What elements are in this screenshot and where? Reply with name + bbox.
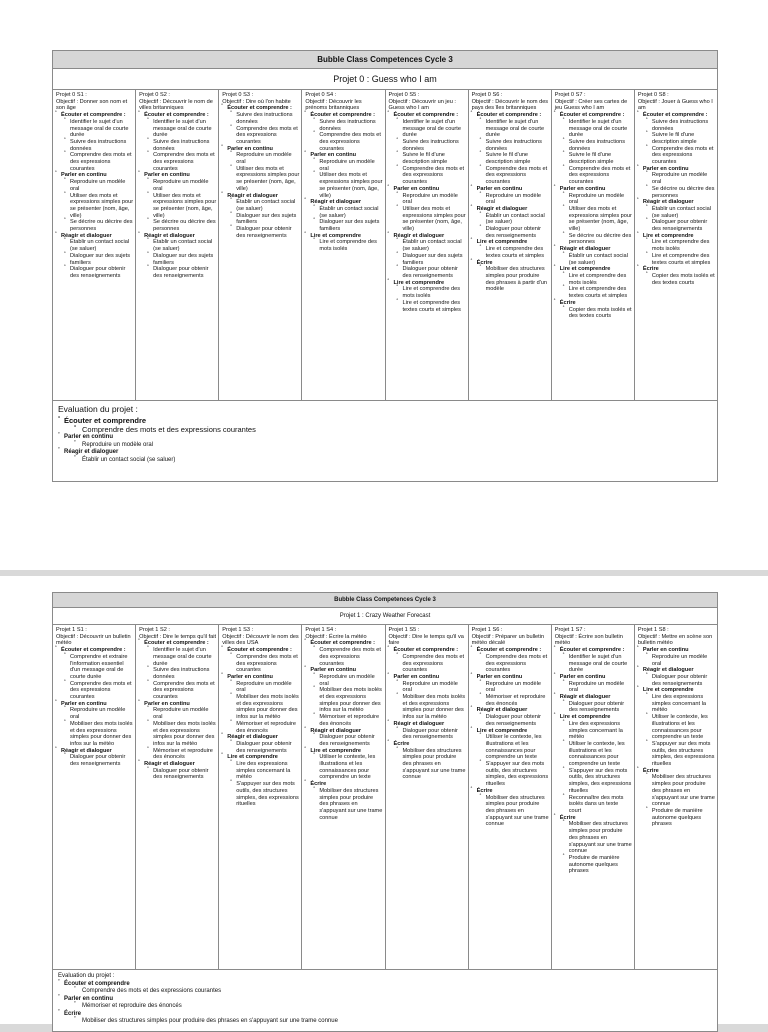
evaluation-item: ˚ Reproduire un modèle oral (58, 442, 712, 450)
evaluation-item: ˚ Mémoriser et reproduire des énoncés (58, 1003, 712, 1011)
session-objective: Projet 0 S3 : Objectif : Dire où l'on habite (222, 92, 291, 105)
competence-item: ˚ Lire des expressions simples concernant la météo (638, 694, 715, 714)
competence-item: ˚ Dialoguer sur des sujets familiers (222, 213, 299, 226)
competence-item: ˚ Suivre des instructions données (638, 119, 715, 132)
evaluation-competence: ˚ Réagir et dialoguer (58, 449, 712, 457)
competence-item: ˚ Identifier le sujet d'un message oral de courte durée (472, 119, 549, 139)
competence-item: ˚ S'appuyer sur des mots outils, des structures simples, des expressions rituelles (472, 761, 549, 788)
competence-item: ˚ Utiliser des mots et expressions simples pour se présenter (nom, âge, ville) (555, 206, 632, 233)
competence-item: ˚ Dialoguer pour obtenir des renseignements (389, 728, 466, 741)
competence-heading: ˚ Parler en continu (56, 172, 133, 179)
competence-item: ˚ Reproduire un modèle oral (555, 193, 632, 206)
competence-item: ˚ Suivre des instructions données (389, 139, 466, 152)
competence-item: ˚ Suivre des instructions données (555, 139, 632, 152)
competence-item: ˚ Identifier le sujet d'un message oral de courte durée (555, 654, 632, 674)
competence-heading: ˚ Parler en continu (139, 172, 216, 179)
competence-heading: ˚ Écouter et comprendre : (638, 112, 715, 119)
table-title: Bubble Class Competences Cycle 3 (53, 593, 717, 608)
competence-heading: ˚ Écrire (389, 741, 466, 748)
session-objective: Projet 1 S8 : Objectif : Mettre en scène son bulletin météo (637, 627, 713, 647)
competence-item: ˚ Dialoguer pour obtenir des renseignements (472, 714, 549, 727)
competence-heading: ˚ Parler en continu (638, 166, 715, 173)
competence-item: ˚ Se décrire ou décrire des personnes (638, 186, 715, 199)
competence-heading: ˚ Écrire (638, 768, 715, 775)
competence-item: ˚ Lire et comprendre des textes courts et simples (472, 246, 549, 259)
competence-item: ˚ Se décrire ou décrire des personnes (555, 233, 632, 246)
competence-item: ˚ Suivre des instructions données (472, 139, 549, 152)
competence-item: ˚ Dialoguer pour obtenir des renseignements (638, 219, 715, 232)
competence-heading: ˚ Lire et comprendre (472, 728, 549, 735)
session-objective: Projet 1 S4 : Objectif : Écrire la météo (305, 627, 367, 640)
competence-heading: ˚ Parler en continu (555, 186, 632, 193)
competence-item: ˚ Établir un contact social (se saluer) (222, 199, 299, 212)
session-objective: Projet 1 S5 : Objectif : Dire le temps qu'il va faire (388, 627, 464, 647)
session-column (386, 90, 469, 400)
competence-heading: ˚ Réagir et dialoguer (389, 721, 466, 728)
competence-heading: ˚ Parler en continu (305, 152, 382, 159)
competence-item: ˚ Comprendre des mots et des expressions courantes (305, 647, 382, 667)
competence-item: ˚ Comprendre et extraire l'information essentiel d'un message oral de courte durée (56, 654, 133, 681)
competence-item: ˚ Lire des expressions simples concernant la météo (222, 761, 299, 781)
evaluation-competence: ˚ Écouter et comprendre (58, 981, 712, 989)
competence-heading: ˚ Réagir et dialoguer (56, 233, 133, 240)
competence-item: ˚ Comprendre des mots et des expressions courantes (56, 681, 133, 701)
competence-item: ˚ Comprendre des mots et des expressions courantes (389, 654, 466, 674)
competence-item: ˚ Reproduire un modèle oral (472, 193, 549, 206)
competence-item: ˚ Établir un contact social (se saluer) (638, 206, 715, 219)
competence-heading: ˚ Parler en continu (638, 647, 715, 654)
competence-heading: ˚ Lire et comprendre (555, 714, 632, 721)
competence-heading: ˚ Écouter et comprendre : (305, 640, 382, 647)
competence-item: ˚ Établir un contact social (se saluer) (555, 253, 632, 266)
competence-heading: ˚ Réagir et dialoguer (555, 246, 632, 253)
competence-heading: ˚ Parler en continu (555, 674, 632, 681)
competence-item: ˚ Comprendre des mots et des expressions courantes (638, 146, 715, 166)
competence-heading: ˚ Réagir et dialoguer (222, 734, 299, 741)
competence-item: ˚ Dialoguer pour obtenir des renseignements (638, 674, 715, 687)
competence-item: ˚ Lire et comprendre des textes courts et simples (389, 300, 466, 313)
competence-item: ˚ Suivre des instructions données (56, 139, 133, 152)
competence-heading: ˚ Lire et comprendre (389, 280, 466, 287)
competences-table (52, 50, 718, 482)
competence-heading: ˚ Lire et comprendre (305, 233, 382, 240)
competence-item: ˚ Identifier le sujet d'un message oral de courte durée (139, 647, 216, 667)
competence-heading: ˚ Écouter et comprendre : (56, 647, 133, 654)
competence-item: ˚ Mobiliser des structures simples pour produire des phrases en s'appuyant sur une trame connue (555, 821, 632, 855)
competence-item: ˚ Dialoguer sur des sujets familiers (139, 253, 216, 266)
competence-item: ˚ Dialoguer pour obtenir des renseignements (222, 741, 299, 754)
competence-heading: ˚ Réagir et dialoguer (139, 233, 216, 240)
competence-heading: ˚ Écouter et comprendre : (139, 112, 216, 119)
competence-heading: ˚ Réagir et dialoguer (555, 694, 632, 701)
competence-item: ˚ Reproduire un modèle oral (638, 172, 715, 185)
competence-item: ˚ Reproduire un modèle oral (139, 179, 216, 192)
competence-heading: ˚ Écouter et comprendre : (555, 647, 632, 654)
competence-item: ˚ Lire et comprendre des mots isolés (555, 273, 632, 286)
session-objective: Projet 1 S2 : Objectif : Dire le temps qu'il fait (139, 627, 217, 640)
competence-item: ˚ Dialoguer sur des sujets familiers (389, 253, 466, 266)
competence-heading: ˚ Lire et comprendre (472, 239, 549, 246)
competence-heading: ˚ Écouter et comprendre : (472, 647, 549, 654)
evaluation-heading: Evaluation du projet : (58, 404, 138, 414)
competence-item: ˚ Comprendre des mots et des expressions courantes (139, 681, 216, 701)
competence-item: ˚ Établir un contact social (se saluer) (472, 213, 549, 226)
competence-item: ˚ Reproduire un modèle oral (56, 707, 133, 720)
session-column (386, 625, 469, 969)
competence-item: ˚ Copier des mots isolés et des textes courts (555, 307, 632, 320)
competence-item: ˚ Suivre le fil d'une description simple (389, 152, 466, 165)
session-column (552, 90, 635, 400)
competence-item: ˚ Mémoriser et reproduire des énoncés (472, 694, 549, 707)
project-title: Projet 1 : Crazy Weather Forecast (53, 608, 717, 625)
session-objective: Projet 1 S1 : Objectif : Découvrir un bulletin météo (56, 627, 131, 647)
competence-item: ˚ Dialoguer pour obtenir des renseignements (139, 768, 216, 781)
competence-item: ˚ Lire et comprendre des mots isolés (638, 239, 715, 252)
competence-item: ˚ Dialoguer pour obtenir des renseignements (555, 701, 632, 714)
session-columns (53, 90, 717, 401)
competence-item: ˚ Reproduire un modèle oral (56, 179, 133, 192)
competence-item: ˚ Reproduire un modèle oral (222, 681, 299, 694)
session-column (53, 90, 136, 400)
competence-item: ˚ Lire et comprendre des textes courts et simples (555, 286, 632, 299)
competence-item: ˚ Lire et comprendre des textes courts et simples (638, 253, 715, 266)
competence-item: ˚ Utiliser le contexte, les illustrations et les connaissances pour comprendre un texte (555, 741, 632, 768)
competence-item: ˚ Comprendre des mots et des expressions courantes (305, 132, 382, 152)
competence-heading: ˚ Réagir et dialoguer (305, 199, 382, 206)
session-objective: Projet 1 S7 : Objectif : Écrire son bulletin météo (554, 627, 623, 647)
competence-item: ˚ Mobiliser des structures simples pour produire des phrases en s'appuyant sur une trame connue (472, 795, 549, 829)
competence-item: ˚ Dialoguer sur des sujets familiers (56, 253, 133, 266)
session-objective: Projet 0 S1 : Objectif : Donner son nom et son âge (56, 92, 128, 112)
competence-heading: ˚ Écouter et comprendre : (389, 647, 466, 654)
competence-item: ˚ Mobiliser des mots isolés et des expressions simples pour donner des infos sur la météo (139, 721, 216, 748)
competence-item: ˚ Comprendre des mots et des expressions courantes (139, 152, 216, 172)
competence-heading: ˚ Écrire (472, 788, 549, 795)
competence-item: ˚ Reproduire un modèle oral (472, 681, 549, 694)
competence-item: ˚ Reproduire un modèle oral (305, 674, 382, 687)
competence-heading: ˚ Réagir et dialoguer (472, 206, 549, 213)
competence-item: ˚ Reproduire un modèle oral (305, 159, 382, 172)
competence-item: ˚ Identifier le sujet d'un message oral de courte durée (555, 119, 632, 139)
competence-heading: ˚ Écrire (555, 300, 632, 307)
competence-heading: ˚ Parler en continu (222, 674, 299, 681)
competence-heading: ˚ Écouter et comprendre : (472, 112, 549, 119)
competence-heading: ˚ Réagir et dialoguer (638, 199, 715, 206)
competence-item: ˚ Dialoguer pour obtenir des renseignements (139, 266, 216, 279)
competence-item: ˚ Mobiliser des mots isolés et des expressions simples pour donner des infos sur la météo (305, 687, 382, 714)
competence-item: ˚ Reproduire un modèle oral (139, 707, 216, 720)
competences-table (52, 592, 718, 1032)
competence-item: ˚ Utiliser des mots et expressions simples pour se présenter (nom, âge, ville) (139, 193, 216, 220)
competence-heading: ˚ Écouter et comprendre : (222, 105, 299, 112)
competence-item: ˚ Suivre le fil d'une description simple (638, 132, 715, 145)
session-column (635, 90, 717, 400)
competence-heading: ˚ Réagir et dialoguer (305, 728, 382, 735)
competence-item: ˚ Mobiliser des structures simples pour produire des phrases en s'appuyant sur une trame connue (305, 788, 382, 822)
session-objective: Projet 0 S4 : Objectif : Découvrir les prénoms britanniques (305, 92, 362, 112)
session-column (219, 625, 302, 969)
competence-item: ˚ S'appuyer sur des mots outils, des structures simples, des expressions rituelles (222, 781, 299, 808)
competence-item: ˚ Utiliser des mots et expressions simples pour se présenter (nom, âge, ville) (389, 206, 466, 233)
competence-heading: ˚ Écrire (305, 781, 382, 788)
competence-heading: ˚ Parler en continu (222, 146, 299, 153)
evaluation-item: ˚ Comprendre des mots et des expressions courantes (58, 425, 712, 434)
competence-item: ˚ Se décrire ou décrire des personnes (56, 219, 133, 232)
competence-item: ˚ Copier des mots isolés et des textes courts (638, 273, 715, 286)
competence-item: ˚ Dialoguer pour obtenir des renseignements (472, 226, 549, 239)
session-columns (53, 625, 717, 970)
competence-item: ˚ Comprendre des mots et des expressions courantes (56, 152, 133, 172)
competence-heading: ˚ Réagir et dialoguer (389, 233, 466, 240)
competence-item: ˚ Produire de manière autonome quelques phrases (638, 808, 715, 828)
competence-item: ˚ Utiliser des mots et expressions simples pour se présenter (nom, âge, ville) (56, 193, 133, 220)
competence-item: ˚ Utiliser des mots et expressions simples pour se présenter (nom, âge, ville) (305, 172, 382, 199)
competence-item: ˚ Suivre des instructions données (305, 119, 382, 132)
competence-heading: ˚ Écouter et comprendre : (222, 647, 299, 654)
session-column (136, 90, 219, 400)
competence-item: ˚ Établir un contact social (se saluer) (139, 239, 216, 252)
competence-heading: ˚ Réagir et dialoguer (472, 707, 549, 714)
competence-item: ˚ Lire et comprendre des mots isolés (305, 239, 382, 252)
evaluation-competence: ˚ Écouter et comprendre (58, 416, 712, 425)
document-page-2 (0, 576, 768, 1024)
competence-item: ˚ Mémoriser et reproduire des énoncés (222, 721, 299, 734)
competence-item: ˚ Suivre le fil d'une description simple (472, 152, 549, 165)
competence-item: ˚ Utiliser le contexte, les illustrations et les connaissances pour comprendre un texte (305, 754, 382, 781)
competence-item: ˚ Mobiliser des mots isolés et des expressions simples pour donner des infos sur la météo (389, 694, 466, 721)
competence-item: ˚ Produire de manière autonome quelques phrases (555, 855, 632, 875)
competence-heading: ˚ Réagir et dialoguer (139, 761, 216, 768)
competence-heading: ˚ Lire et comprendre (555, 266, 632, 273)
session-objective: Projet 1 S6 : Objectif : Préparer un bulletin météo décalé (471, 627, 545, 647)
competence-heading: ˚ Écrire (555, 815, 632, 822)
session-objective: Projet 0 S7 : Objectif : Créer ses cartes de jeu Guess who I am (554, 92, 628, 112)
evaluation-competence: ˚ Parler en continu (58, 996, 712, 1004)
competence-item: ˚ Comprendre des mots et des expressions courantes (222, 654, 299, 674)
competence-item: ˚ Suivre des instructions données (139, 667, 216, 680)
competence-item: ˚ Dialoguer pour obtenir des renseignements (56, 266, 133, 279)
competence-item: ˚ Identifier le sujet d'un message oral de courte durée (56, 119, 133, 139)
session-objective: Projet 0 S6 : Objectif : Découvrir le nom des pays des îles britanniques (471, 92, 549, 112)
competence-item: ˚ Dialoguer sur des sujets familiers (305, 219, 382, 232)
competence-item: ˚ Mémoriser et reproduire des énoncés (305, 714, 382, 727)
competence-heading: ˚ Parler en continu (472, 186, 549, 193)
competence-item: ˚ Lire des expressions simples concernant la météo (555, 721, 632, 741)
competence-heading: ˚ Écrire (638, 266, 715, 273)
competence-item: ˚ Comprendre des mots et des expressions courantes (472, 166, 549, 186)
competence-item: ˚ Dialoguer pour obtenir des renseignements (56, 754, 133, 767)
competence-heading: ˚ Lire et comprendre (222, 754, 299, 761)
competence-heading: ˚ Lire et comprendre (638, 687, 715, 694)
competence-item: ˚ Utiliser le contexte, les illustrations et les connaissances pour comprendre un texte (638, 714, 715, 741)
table-title: Bubble Class Competences Cycle 3 (53, 51, 717, 69)
competence-heading: ˚ Parler en continu (56, 701, 133, 708)
competence-item: ˚ Suivre des instructions données (139, 139, 216, 152)
competence-item: ˚ Mémoriser et reproduire des énoncés (139, 748, 216, 761)
competence-item: ˚ Reconnaître des mots isolés dans un texte court (555, 795, 632, 815)
competence-heading: ˚ Écouter et comprendre : (305, 112, 382, 119)
session-column (635, 625, 717, 969)
competence-item: ˚ Établir un contact social (se saluer) (56, 239, 133, 252)
evaluation-item: ˚ Établir un contact social (se saluer) (58, 457, 712, 465)
session-objective: Projet 0 S2 : Objectif : Découvrir le nom de villes britanniques (139, 92, 213, 112)
session-column (552, 625, 635, 969)
competence-item: ˚ Dialoguer pour obtenir des renseignements (222, 226, 299, 239)
competence-item: ˚ Comprendre des mots et des expressions courantes (389, 166, 466, 186)
competence-item: ˚ Comprendre des mots et des expressions courantes (555, 166, 632, 186)
competence-item: ˚ Comprendre des mots et des expressions courantes (222, 126, 299, 146)
competence-heading: ˚ Parler en continu (305, 667, 382, 674)
competence-item: ˚ S'appuyer sur des mots outils, des structures simples, des expressions rituelles (638, 741, 715, 768)
competence-item: ˚ Établir un contact social (se saluer) (389, 239, 466, 252)
session-column (469, 625, 552, 969)
competence-heading: ˚ Écouter et comprendre : (389, 112, 466, 119)
competence-heading: ˚ Écrire (472, 260, 549, 267)
competence-item: ˚ Mobiliser des mots isolés et des expressions simples pour donner des infos sur la météo (56, 721, 133, 748)
competence-item: ˚ Dialoguer pour obtenir des renseignements (305, 734, 382, 747)
competence-item: ˚ Reproduire un modèle oral (638, 654, 715, 667)
competence-item: ˚ Utiliser des mots et expressions simples pour se présenter (nom, âge, ville) (222, 166, 299, 193)
competence-item: ˚ Identifier le sujet d'un message oral de courte durée (139, 119, 216, 139)
competence-heading: ˚ Réagir et dialoguer (222, 193, 299, 200)
session-column (302, 625, 385, 969)
session-objective: Projet 1 S3 : Objectif : Découvrir le nom des villes des USA (222, 627, 299, 647)
competence-item: ˚ Se décrire ou décrire des personnes (139, 219, 216, 232)
competence-item: ˚ Reproduire un modèle oral (555, 681, 632, 694)
competence-item: ˚ Lire et comprendre des mots isolés (389, 286, 466, 299)
competence-heading: ˚ Parler en continu (139, 701, 216, 708)
competence-heading: ˚ Parler en continu (472, 674, 549, 681)
session-column (53, 625, 136, 969)
competence-item: ˚ Reproduire un modèle oral (222, 152, 299, 165)
competence-item: ˚ Mobiliser des structures simples pour produire des phrases à partir d'un modèle (472, 266, 549, 293)
competence-item: ˚ Suivre des instructions données (222, 112, 299, 125)
competence-item: ˚ Reproduire un modèle oral (389, 681, 466, 694)
competence-heading: ˚ Réagir et dialoguer (56, 748, 133, 755)
session-objective: Projet 0 S8 : Objectif : Jouer à Guess who I am (637, 92, 713, 112)
session-column (136, 625, 219, 969)
session-column (219, 90, 302, 400)
project-evaluation (53, 401, 717, 467)
competence-item: ˚ Dialoguer pour obtenir des renseignements (389, 266, 466, 279)
evaluation-item: ˚ Mobiliser des structures simples pour produire des phrases en s'appuyant sur une trame connue (58, 1018, 712, 1026)
evaluation-heading: Evaluation du projet : (58, 973, 115, 979)
session-objective: Projet 0 S5 : Objectif : Découvrir un jeu : Guess who I am (388, 92, 456, 112)
evaluation-item: ˚ Comprendre des mots et des expressions courantes (58, 988, 712, 996)
evaluation-competence: ˚ Écrire (58, 1011, 712, 1019)
competence-item: ˚ Mobiliser des mots isolés et des expressions simples pour donner des infos sur la météo (222, 694, 299, 721)
competence-item: ˚ Établir un contact social (se saluer) (305, 206, 382, 219)
competence-heading: ˚ Lire et comprendre (305, 748, 382, 755)
competence-heading: ˚ Écouter et comprendre : (56, 112, 133, 119)
competence-item: ˚ Mobiliser des structures simples pour produire des phrases en s'appuyant sur une trame connue (638, 774, 715, 808)
competence-heading: ˚ Parler en continu (389, 186, 466, 193)
competence-item: ˚ Suivre le fil d'une description simple (555, 152, 632, 165)
project-title: Projet 0 : Guess who I am (53, 69, 717, 90)
competence-item: ˚ Mobiliser des structures simples pour produire des phrases en s'appuyant sur une trame connue (389, 748, 466, 782)
session-column (469, 90, 552, 400)
competence-heading: ˚ Réagir et dialoguer (638, 667, 715, 674)
competence-heading: ˚ Parler en continu (389, 674, 466, 681)
session-column (302, 90, 385, 400)
competence-heading: ˚ Écouter et comprendre : (555, 112, 632, 119)
competence-heading: ˚ Lire et comprendre (638, 233, 715, 240)
competence-item: ˚ Identifier le sujet d'un message oral de courte durée (389, 119, 466, 139)
project-evaluation (53, 970, 717, 1029)
competence-item: ˚ Comprendre des mots et des expressions courantes (472, 654, 549, 674)
evaluation-competence: ˚ Parler en continu (58, 434, 712, 442)
competence-item: ˚ Reproduire un modèle oral (389, 193, 466, 206)
competence-item: ˚ Utiliser le contexte, les illustrations et les connaissances pour comprendre un texte (472, 734, 549, 761)
competence-heading: ˚ Écouter et comprendre : (139, 640, 216, 647)
competence-item: ˚ S'appuyer sur des mots outils, des structures simples, des expressions rituelles (555, 768, 632, 795)
